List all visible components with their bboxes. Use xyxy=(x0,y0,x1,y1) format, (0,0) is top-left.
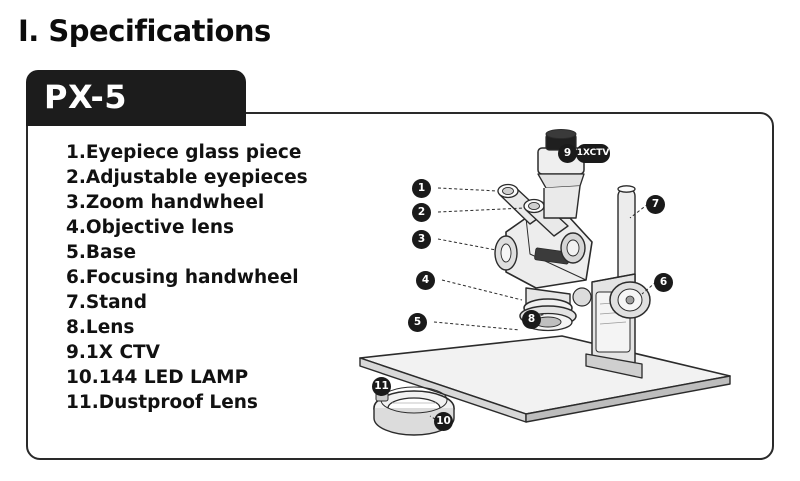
list-item: 7.Stand xyxy=(66,292,147,313)
list-item: 11.Dustproof Lens xyxy=(66,392,258,413)
model-name-label: PX-5 xyxy=(44,78,128,116)
callout-4: 4 xyxy=(416,271,435,290)
callout-2: 2 xyxy=(412,203,431,222)
page-title: I. Specifications xyxy=(18,14,271,48)
callout-10: 10 xyxy=(434,412,453,431)
callout-5: 5 xyxy=(408,313,427,332)
list-item: 1.Eyepiece glass piece xyxy=(66,142,302,163)
list-item: 4.Objective lens xyxy=(66,217,235,238)
microscope-illustration-svg xyxy=(330,122,760,452)
list-item: 5.Base xyxy=(66,242,137,263)
list-item: 8.Lens xyxy=(66,317,135,338)
callout-1: 1 xyxy=(412,179,431,198)
microscope-diagram xyxy=(330,122,760,452)
callout-6: 6 xyxy=(654,273,673,292)
model-tab xyxy=(26,70,246,126)
list-item: 3.Zoom handwheel xyxy=(66,192,265,213)
list-item: 2.Adjustable eyepieces xyxy=(66,167,308,188)
callout-1x-ctv-label: 1XCTV xyxy=(576,144,610,163)
list-item: 9.1X CTV xyxy=(66,342,160,363)
list-item: 6.Focusing handwheel xyxy=(66,267,299,288)
callout-9: 9 xyxy=(558,144,577,163)
list-item: 10.144 LED LAMP xyxy=(66,367,249,388)
callout-7: 7 xyxy=(646,195,665,214)
callout-8: 8 xyxy=(522,310,541,329)
callout-3: 3 xyxy=(412,230,431,249)
parts-list xyxy=(66,140,366,415)
callout-11: 11 xyxy=(372,377,391,396)
